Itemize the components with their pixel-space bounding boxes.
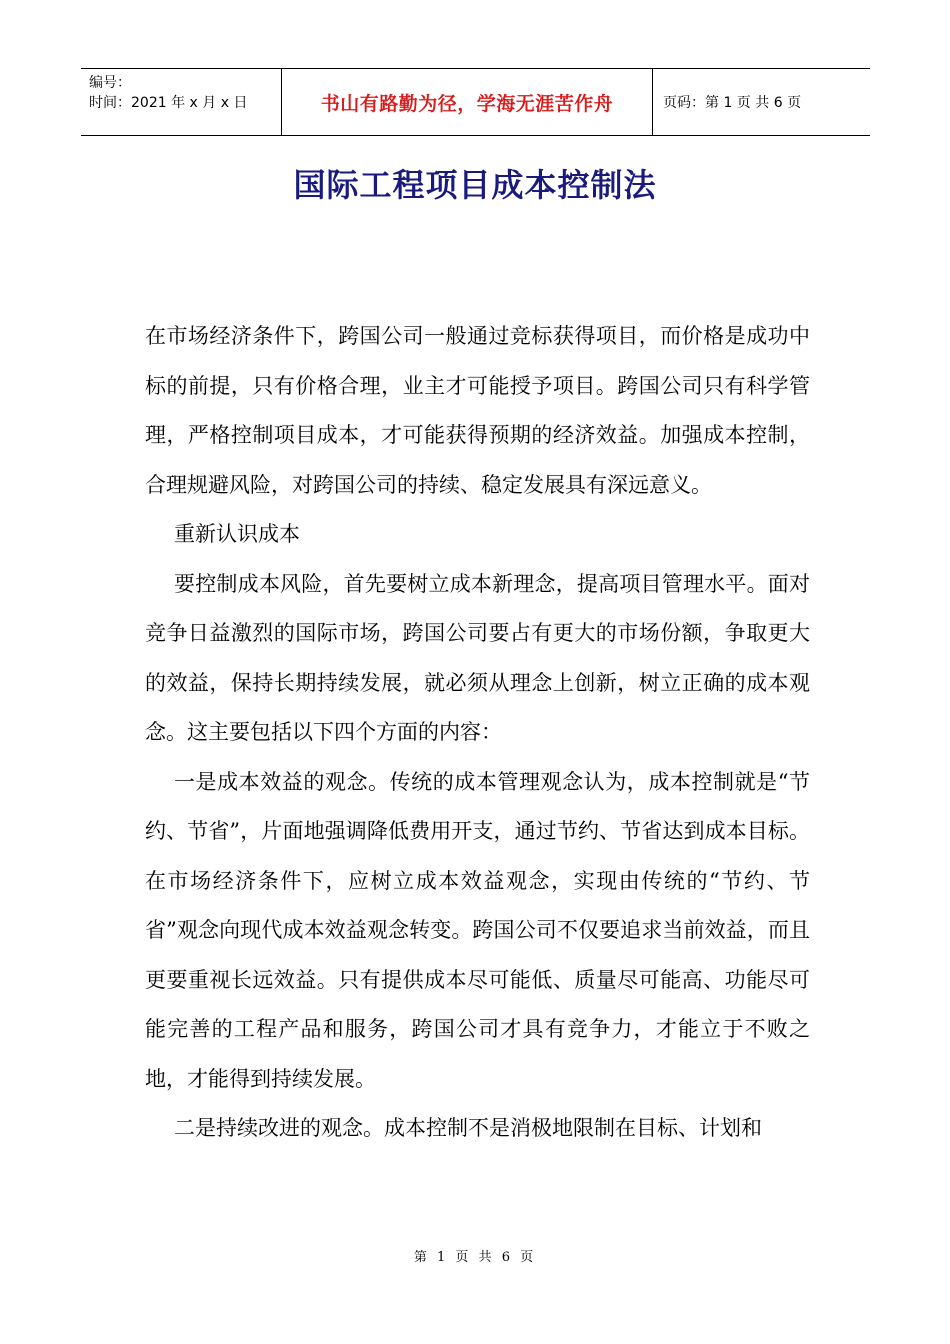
header-table [81,68,870,136]
paragraph: 一是成本效益的观念。传统的成本管理观念认为，成本控制就是“节约、节省”，片面地强调降低费用开支，通过节约、节省达到成本目标。在市场经济条件下，应树立成本效益观念，实现由传统的“节约、节省”观念向现代成本效益观念转变。跨国公司不仅要追求当前效益，而且更要重视长远效益。只有提供成本尽可能低、质量尽可能高、功能尽可能完善的工程产品和服务，跨国公司才具有竞争力，才能立于不败之地，才能得到持续发展。 [145,769,810,1091]
number-label: 编号： [89,75,131,91]
date-label: 时间：2021 年 x 月 x 日 [89,95,248,111]
section-heading: 重新认识成本 [174,522,300,546]
page-footer: 第 1 页 共 6 页 [413,1250,537,1265]
paragraph: 在市场经济条件下，跨国公司一般通过竞标获得项目，而价格是成功中标的前提，只有价格合理，业主才可能授予项目。跨国公司只有科学管理，严格控制项目成本，才可能获得预期的经济效益。加强成本控制，合理规避风险，对跨国公司的持续、稳定发展具有深远意义。 [145,324,810,497]
paragraph: 二是持续改进的观念。成本控制不是消极地限制在目标、计划和 [174,1116,762,1140]
document-body [145,312,810,1154]
header-left-cell [81,69,281,135]
paragraph: 要控制成本风险，首先要树立成本新理念，提高项目管理水平。面对竞争日益激烈的国际市场，跨国公司要占有更大的市场份额，争取更大的效益，保持长期持续发展，就必须从理念上创新，树立正确的成本观念。这主要包括以下四个方面的内容： [145,571,810,744]
header-motto: 书山有路勤为径，学海无涯苦作舟 [281,69,653,135]
header-page-info: 页码：第 1 页 共 6 页 [663,95,802,111]
document-title: 国际工程项目成本控制法 [293,166,657,204]
